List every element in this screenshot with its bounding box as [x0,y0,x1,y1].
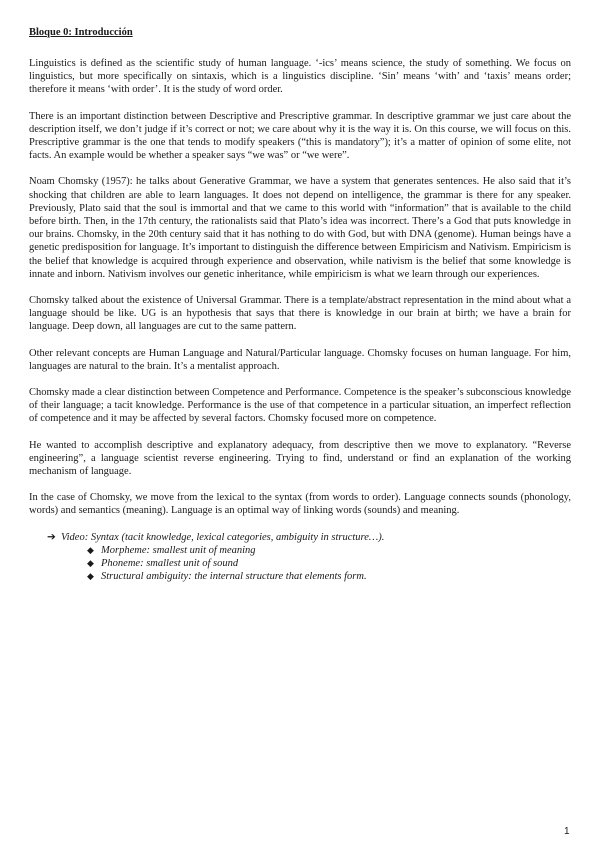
paragraph-human-language: Other relevant concepts are Human Language and Natural/Particular language. Chomsky focuses on human language. For him, languages are natural to the brain. It’s a mentalist approach. [29,347,571,372]
list-item [87,557,571,570]
paragraph-adequacy: He wanted to accomplish descriptive and explanatory adequacy, from descriptive then we move to explanatory. “Reverse engineering”, a language scientist reverse engineering. Trying to find, understand or find an explanation of the working mechanism of language. [29,439,571,478]
list-item [87,570,571,583]
paragraph-competence-performance: Chomsky made a clear distinction between Competence and Performance. Competence is the speaker’s subconscious knowledge of their language; a tacit knowledge. Performance is the use of that competence in a particular situation, an imperfect reflection of competence and it may be affected by several factors. Chomsky focused more on competence. [29,387,571,425]
list-item-text: Structural ambiguity: the internal structure that elements form. [101,570,367,582]
page-number: 1 [564,826,570,837]
paragraph-chomsky-generative: Noam Chomsky (1957): he talks about Generative Grammar, we have a system that generates sentences. He also said that it’s shocking that children are able to learn languages. It does not depend on intelligence, the grammar is there for any speaker. Previously, Plato said that the soul is immortal and that we came to this world with “information” that is available to the child before birth. Then, in the 17th century, the rationalists said that Plato’s idea was incorrect. There’s a God that puts knowledge in our brains. Chomsky, in the 20th century said that it has nothing to do with God, but with DNA (genome). Human beings have a genetic predisposition for language. It’s important to distinguish the difference between Empiricism and Nativism. Empiricism is the belief that knowledge is acquired through experience and observation, while nativism is the belief that some knowledge is innate and inborn. Nativism involves our genetic inheritance, while empiricism is what we learn through our experiences. [29,176,571,280]
list-item-text: Phoneme: smallest unit of sound [101,557,239,569]
list-item-video [47,531,571,583]
section-title: Bloque 0: Introducción [29,27,133,38]
list-heading: Video: Syntax (tacit knowledge, lexical categories, ambiguity in structure…). [61,531,385,543]
paragraph-universal-grammar: Chomsky talked about the existence of Universal Grammar. There is a template/abstract representation in the mind about what a language should be like. UG is an hypothesis that says that there is knowledge in our brain at birth; we have a brain for language. Deep down, all languages are cut to the same pattern. [29,295,571,333]
arrow-icon: ➔ [47,531,56,543]
diamond-bullet-icon: ◆ [87,557,94,568]
sub-list [47,544,571,583]
paragraph-lexical-syntax: In the case of Chomsky, we move from the lexical to the syntax (from words to order). Language connects sounds (phonology, words) and semantics (meaning). Language is an optimal way of linking words (sounds) and meaning. [29,492,571,517]
paragraph-linguistics-definition: Linguistics is defined as the scientific study of human language. ‘-ics’ means science, the study of something. We focus on linguistics, but more specifically on sintaxis, which is a linguistics discipline. ‘Sin’ means ‘with’ and ‘taxis’ means order; therefore it means ‘with order’. It is the study of word order. [29,58,571,96]
diamond-bullet-icon: ◆ [87,570,94,581]
page-content [29,26,571,583]
notes-list [29,531,571,583]
list-item-text: Morpheme: smallest unit of meaning [101,544,256,556]
paragraph-descriptive-prescriptive: There is an important distinction between Descriptive and Prescriptive grammar. In descriptive grammar we just care about the description itself, we don’t judge if it’s correct or not; we care about why it is the way it is. On this course, we will focus on this. Prescriptive grammar is the one that tends to modify speakers (“this is mandatory”); it’s a matter of opinion of some elite, not facts. An example would be whether a speaker says “we was” or “we were”. [29,110,571,162]
list-item [87,544,571,557]
diamond-bullet-icon: ◆ [87,544,94,555]
